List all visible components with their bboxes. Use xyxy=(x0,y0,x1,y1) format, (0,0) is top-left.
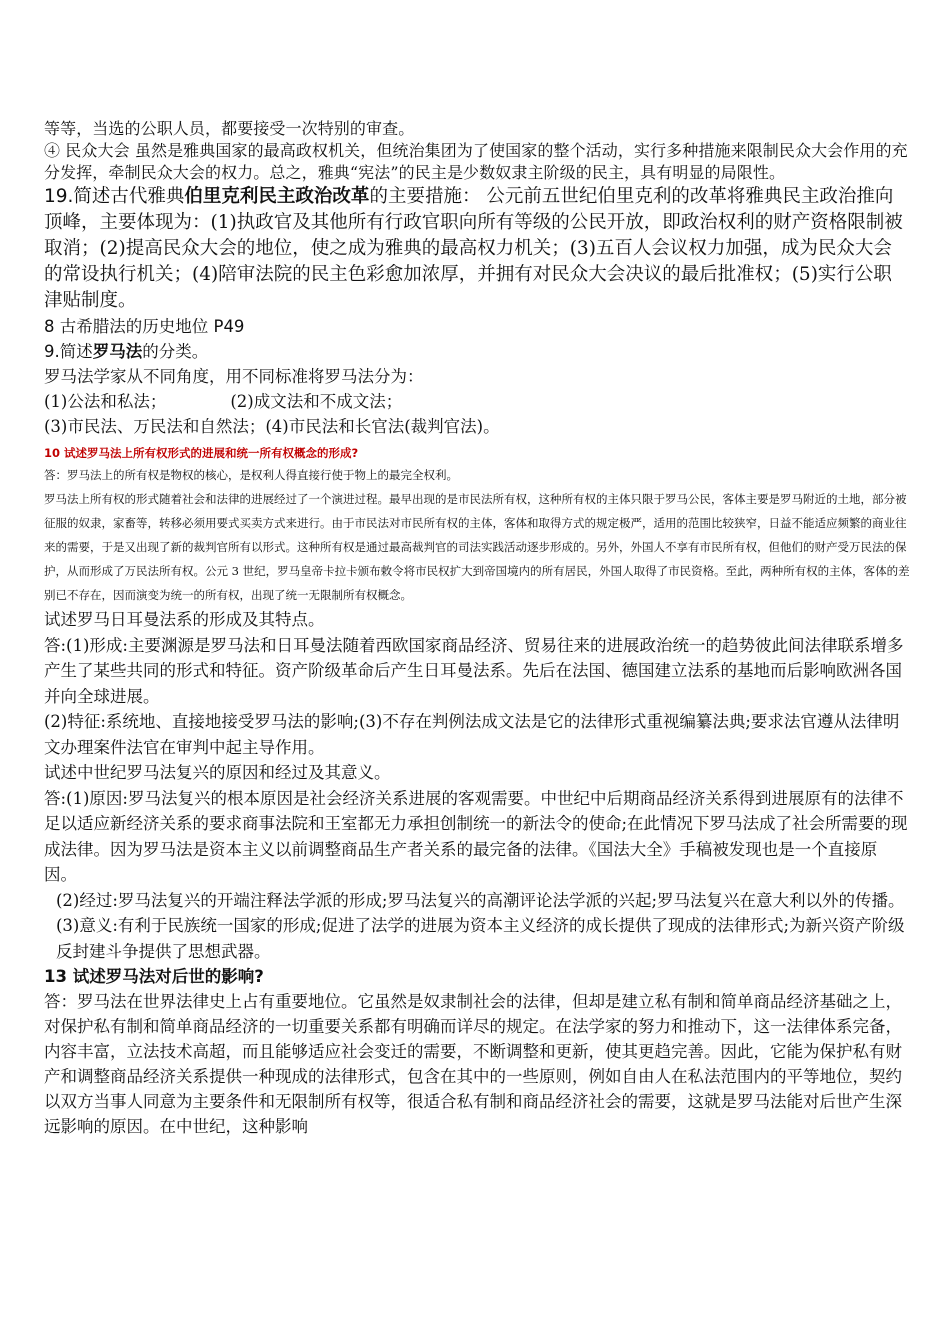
revival-answer-process: (2)经过:罗马法复兴的开端注释法学派的形成;罗马法复兴的高潮评论法学派的兴起;罗马法复兴在意大利以外的传播。 xyxy=(56,890,905,910)
q19-keyword: 伯里克利民主政治改革 xyxy=(184,186,370,207)
question-13-title: 13 试述罗马法对后世的影响? xyxy=(44,967,264,986)
q9-prefix: 9.简述 xyxy=(44,342,93,361)
q19-body: 的主要措施： 公元前五世纪伯里克利的改革将雅典民主政治推向顶峰，主要体现为：(1)执政官及其他所有行政官职向所有等级的公民开放，即政治权利的财产资格限制被取消；(2)提高民众大会的地位，使之成为雅典的最高权力机关；(3)五百人会议权力加强，成为民众大会的常设执行机关；(4)陪审法院的民主色彩愈加浓厚，并拥有对民众大会决议的最后批准权；(5)实行公职津贴制度。 xyxy=(44,186,903,311)
revival-question-title: 试述中世纪罗马法复兴的原因和经过及其意义。 xyxy=(44,763,391,782)
q10-answer-body: 罗马法上所有权的形式随着社会和法律的进展经过了一个演进过程。最早出现的是市民法所有权，这种所有权的主体只限于罗马公民，客体主要是罗马附近的土地，部分被征服的奴隶，家畜等，转移必须用要式买卖方式来进行。由于市民法对市民所有权的主体，客体和取得方式的规定极严，适用的范围比较狭窄，日益不能适应频繁的商业往来的需要，于是又出现了新的裁判官所有以形式。这种所有权是通过最高裁判官的司法实践活动逐步形成的。另外，外国人不享有市民所有权，但他们的财产受万民法的保护，从而形成了万民法所有权。公元 3 世纪，罗马皇帝卡拉卡颁布敕令将市民权扩大到帝国境内的所有居民，外国人取得了市民资格。至此，两种所有权的主体，客体的差别已不存在，因而演变为统一的所有权，出现了统一无限制所有权概念。 xyxy=(44,492,910,602)
germanic-answer-features: (2)特征:系统地、直接地接受罗马法的影响;(3)不存在判例法成文法是它的法律形式重视编纂法典;要求法官遵从法律明文办理案件法官在审判中起主导作用。 xyxy=(44,712,900,757)
question-9 xyxy=(44,339,910,364)
paragraph-assembly: ④ 民众大会 虽然是雅典国家的最高政权机关，但统治集团为了使国家的整个活动，实行多种措施来限制民众大会作用的充分发挥，牵制民众大会的权力。总之，雅典“宪法”的民主是少数奴隶主阶级的民主，具有明显的局限性。 xyxy=(44,141,908,182)
revival-answer-significance: (3)意义:有利于民族统一国家的形成;促进了法学的进展为资本主义经济的成长提供了现成的法律形式;为新兴资产阶级反封建斗争提供了思想武器。 xyxy=(56,916,905,961)
q19-prefix: 19.简述古代雅典 xyxy=(44,186,185,207)
question-10-title: 10 试述罗马法上所有权形式的进展和统一所有权概念的形成? xyxy=(44,446,359,460)
q9-categories-line1 xyxy=(44,389,910,414)
q9-categories-line2: (3)市民法、万民法和自然法；(4)市民法和长官法(裁判官法)。 xyxy=(44,417,500,436)
q10-answer-intro: 答：罗马法上的所有权是物权的核心，是权利人得直接行使于物上的最完全权利。 xyxy=(44,468,458,482)
germanic-answer-formation: 答:(1)形成:主要渊源是罗马法和日耳曼法随着西欧国家商品经济、贸易往来的进展政治统一的趋势彼此间法律联系增多产生了某些共同的形式和特征。资产阶级革命后产生日耳曼法系。先后在法国、德国建立法系的基地而后影响欧洲各国并向全球进展。 xyxy=(44,635,904,706)
germanic-question-title: 试述罗马日耳曼法系的形成及其特点。 xyxy=(44,610,325,629)
q13-answer: 答：罗马法在世界法律史上占有重要地位。它虽然是奴隶制社会的法律，但却是建立私有制和简单商品经济基础之上，对保护私有制和简单商品经济的一切重要关系都有明确而详尽的规定。在法学家的努力和推动下，这一法律体系完备，内容丰富，立法技术高超，而且能够适应社会变迁的需要，不断调整和更新，使其更趋完善。因此，它能为保护私有财产和调整商品经济关系提供一种现成的法律形式，包含在其中的一些原则，例如自由人在私法范围内的平等地位，契约以双方当事人同意为主要条件和无限制所有权等，很适合私有制和商品经济社会的需要，这就是罗马法能对后世产生深远影响的原因。在中世纪，这种影响 xyxy=(44,992,902,1136)
q9-keyword: 罗马法 xyxy=(92,342,143,361)
q9-category-2: (2)成文法和不成文法； xyxy=(230,392,403,411)
paragraph-review: 等等，当选的公职人员，都要接受一次特别的审查。 xyxy=(44,119,415,138)
revival-answer-causes: 答:(1)原因:罗马法复兴的根本原因是社会经济关系进展的客观需要。中世纪中后期商品经济关系得到进展原有的法律不足以适应新经济关系的要求商事法院和王室都无力承担创制统一的新法令的使命;在此情况下罗马法成了社会所需要的现成法律。因为罗马法是资本主义以前调整商品生产者关系的最完备的法律。《国法大全》手稿被发现也是一个直接原因。 xyxy=(44,788,908,884)
document-page xyxy=(44,118,910,1139)
question-8: 8 古希腊法的历史地位 P49 xyxy=(44,317,245,336)
question-19 xyxy=(44,184,910,314)
q9-category-1: (1)公法和私法； xyxy=(44,392,167,411)
q9-suffix: 的分类。 xyxy=(142,342,209,361)
q9-intro: 罗马法学家从不同角度，用不同标准将罗马法分为： xyxy=(44,367,424,386)
